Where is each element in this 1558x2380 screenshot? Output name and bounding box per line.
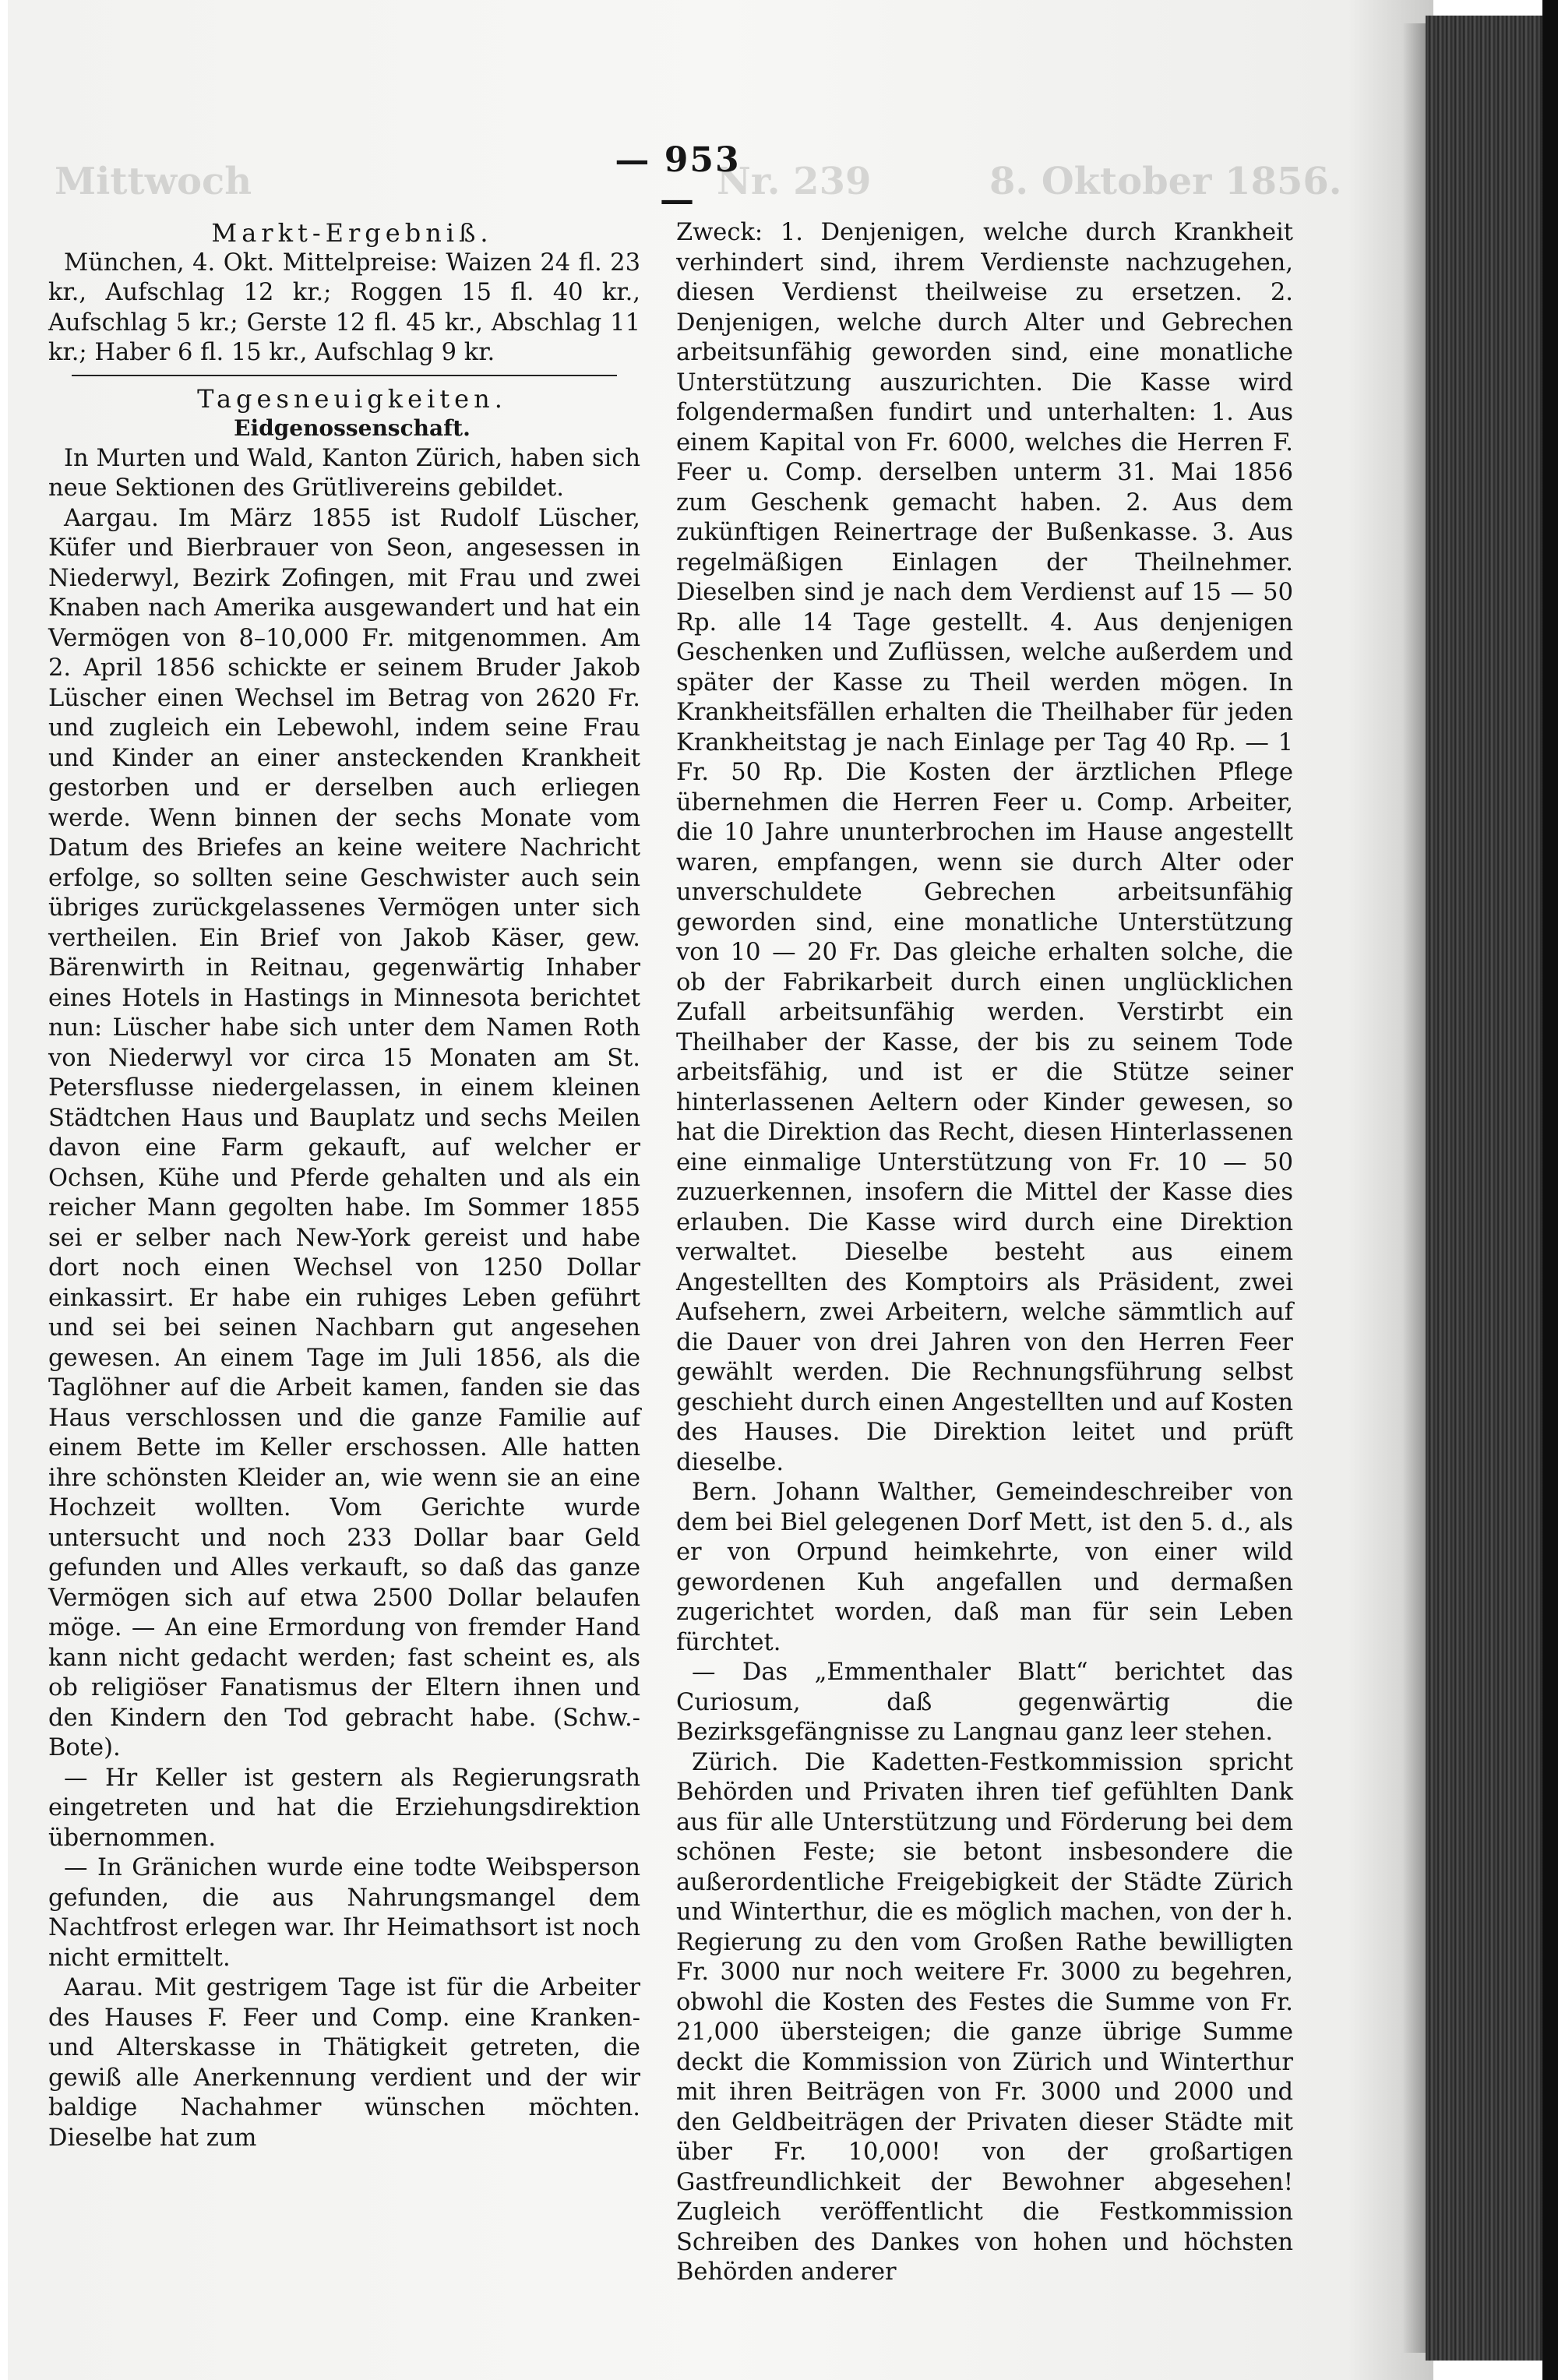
left-column xyxy=(48,218,640,2153)
scanner-frame xyxy=(1542,0,1558,2380)
article-paragraph: Bern. Johann Walther, Gemeindeschreiber von dem bei Biel gelegenen Dorf Mett, ist den 5. d., als er von Orpund heimkehrte, von einer wild gewordenen Kuh angefallen und dermaßen zugerichtet worden, daß man für sein Leben fürchtet. xyxy=(676,1479,1293,1656)
bleed-through-date: 8. Oktober 1856. xyxy=(989,160,1342,203)
article-paragraph: — In Gränichen wurde eine todte Weibsperson gefunden, die aus Nahrungsmangel dem Nachtfrost erlegen war. Ihr Heimathsort ist noch nicht ermittelt. xyxy=(48,1854,640,1972)
market-report: München, 4. Okt. Mittelpreise: Waizen 24 fl. 23 kr., Aufschlag 12 kr.; Roggen 15 fl. 40 kr., Aufschlag 5 kr.; Gerste 12 fl. 45 kr., Abschlag 11 kr.; Haber 6 fl. 15 kr., Aufschlag 9 kr. xyxy=(48,249,640,366)
divider xyxy=(72,375,617,376)
article-paragraph: — Hr Keller ist gestern als Regierungsrath eingetreten und hat die Erziehungsdirektion übernommen. xyxy=(48,1764,640,1852)
bleed-through-number: Nr. 239 xyxy=(717,160,872,203)
market-heading: Markt-Ergebniß. xyxy=(211,218,493,248)
bleed-through-left: Mittwoch xyxy=(55,160,252,203)
article-paragraph: Aargau. Im März 1855 ist Rudolf Lüscher, Küfer und Bierbrauer von Seon, angesessen in Niederwyl, Bezirk Zofingen, mit Frau und zwei Knaben nach Amerika ausgewandert und hat ein Vermögen von 8–10,000 Fr. mitgenommen. Am 2. April 1856 schickte er seinem Bruder Jakob Lüscher einen Wechsel im Betrag von 2620 Fr. und zugleich ein Lebewohl, indem seine Frau und Kinder an einer ansteckenden Krankheit gestorben und er derselben auch erliegen werde. Wenn binnen der sechs Monate vom Datum des Briefes an keine weitere Nachricht erfolge, so sollten seine Geschwister auch sein übriges zurückgelassenes Vermögen unter sich vertheilen. Ein Brief von Jakob Käser, gew. Bärenwirth in Reitnau, gegenwärtig Inhaber eines Hotels in Hastings in Minnesota berichtet nun: Lüscher habe sich unter dem Namen Roth von Niederwyl vor circa 15 Monaten am St. Petersflusse niedergelassen, in einem kleinen Städtchen Haus und Bauplatz und sechs Meilen davon eine Farm gekauft, auf welcher er Ochsen, Kühe und Pferde gehalten und als ein reicher Mann gegolten habe. Im Sommer 1855 sei er selber nach New-York gereist und habe dort noch einen Wechsel von 1250 Dollar einkassirt. Er habe ein ruhiges Leben geführt und sei bei seinen Nachbarn gut angesehen gewesen. An einem Tage im Juli 1856, als die Taglöhner auf die Arbeit kamen, fanden sie das Haus verschlossen und die ganze Familie auf einem Bette im Keller erschossen. Alle hatten ihre schönsten Kleider an, wie wenn sie an eine Hochzeit wollten. Vom Gerichte wurde untersucht und noch 233 Dollar baar Geld gefunden und Alles verkauft, so daß das ganze Vermögen sich auf etwa 2500 Dollar belaufen möge. — An eine Ermordung von fremder Hand kann nicht gedacht werden; fast scheint es, als ob religiöser Fanatismus der Eltern ihnen und den Kindern den Tod gebracht habe. (Schw.-Bote). xyxy=(48,504,640,1761)
book-edge xyxy=(1426,16,1542,2361)
article-paragraph: Zweck: 1. Denjenigen, welche durch Krankheit verhindert sind, ihrem Verdienste nachzugehen, diesen Verdienst theilweise zu ersetzen. 2. Denjenigen, welche durch Alter und Gebrechen arbeitsunfähig geworden sind, eine monatliche Unterstützung auszurichten. Die Kasse wird folgendermaßen fundirt und unterhalten: 1. Aus einem Kapital von Fr. 6000, welches die Herren F. Feer u. Comp. derselben unterm 31. Mai 1856 zum Geschenk gemacht haben. 2. Aus dem zukünftigen Reinertrage der Bußenkasse. 3. Aus regelmäßigen Einlagen der Theilnehmer. Dieselben sind je nach dem Verdienst auf 15 — 50 Rp. alle 14 Tage gestellt. 4. Aus denjenigen Geschenken und Zuflüssen, welche außerdem und später der Kasse zu Theil werden mögen. In Krankheitsfällen erhalten die Theilhaber für jeden Krankheitstag je nach Einlage per Tag 40 Rp. — 1 Fr. 50 Rp. Die Kosten der ärztlichen Pflege übernehmen die Herren Feer u. Comp. Arbeiter, die 10 Jahre ununterbrochen im Hause angestellt waren, empfangen, wenn sie durch Alter oder unverschuldete Gebrechen arbeitsunfähig geworden sind, eine monatliche Unterstützung von 10 — 20 Fr. Das gleiche erhalten solche, die ob der Fabrikarbeit durch einen unglücklichen Zufall arbeitsunfähig werden. Verstirbt ein Theilhaber der Kasse, der bis zu seinem Tode arbeitsfähig, und ist er die Stütze seiner hinterlassenen Aeltern oder Kinder gewesen, so hat die Direktion das Recht, diesen Hinterlassenen eine einmalige Unterstützung von Fr. 10 — 50 zuzuerkennen, insofern die Mittel der Kasse dies erlauben. Die Kasse wird durch eine Direktion verwaltet. Dieselbe besteht aus einem Angestellten des Komptoirs als Präsident, zwei Aufsehern, zwei Arbeitern, welche sämmtlich auf die Dauer von drei Jahren von den Herren Feer gewählt werden. Die Rechnungsführung selbst geschieht durch einen Angestellten und auf Kosten des Hauses. Die Direktion leitet und prüft dieselbe. xyxy=(676,219,1293,1476)
section-heading-confederation: Eidgenossenschaft. xyxy=(234,415,471,441)
article-paragraph: In Murten und Wald, Kanton Zürich, haben sich neue Sektionen des Grütlivereins gebildet. xyxy=(48,444,640,502)
news-heading: Tagesneuigkeiten. xyxy=(197,383,507,414)
article-paragraph: Aarau. Mit gestrigem Tage ist für die Arbeiter des Hauses F. Feer und Comp. eine Kranken- und Alterskasse in Thätigkeit getreten, die gewiß alle Anerkennung verdient und der wir baldige Nachahmer wünschen möchten. Dieselbe hat zum xyxy=(48,1974,640,2152)
page-number: — 953 — xyxy=(615,140,741,220)
article-paragraph: Zürich. Die Kadetten-Festkommission spricht Behörden und Privaten ihren tief gefühlten Dank aus für alle Unterstützung und Förderung bei dem schönen Feste; sie betont insbesondere die außerordentliche Freigebigkeit der Städte Zürich und Winterthur, die es möglich machen, von der h. Regierung zu den vom Großen Rathe bewilligten Fr. 3000 nur noch weitere Fr. 3000 zu begehren, obwohl die Kosten des Festes die Summe von Fr. 21,000 übersteigen; die ganze übrige Summe deckt die Kommission von Zürich und Winterthur mit ihren Beiträgen von Fr. 3000 und 2000 und den Geldbeiträgen der Privaten dieser Städte mit über Fr. 10,000! von der großartigen Gastfreundlichkeit der Bewohner abgesehen! Zugleich veröffentlicht die Festkommission Schreiben des Dankes von hohen und höchsten Behörden anderer xyxy=(676,1748,1293,2286)
article-paragraph: — Das „Emmenthaler Blatt“ berichtet das Curiosum, daß gegenwärtig die Bezirksgefängnisse zu Langnau ganz leer stehen. xyxy=(676,1659,1293,1746)
right-column xyxy=(676,218,1293,2288)
